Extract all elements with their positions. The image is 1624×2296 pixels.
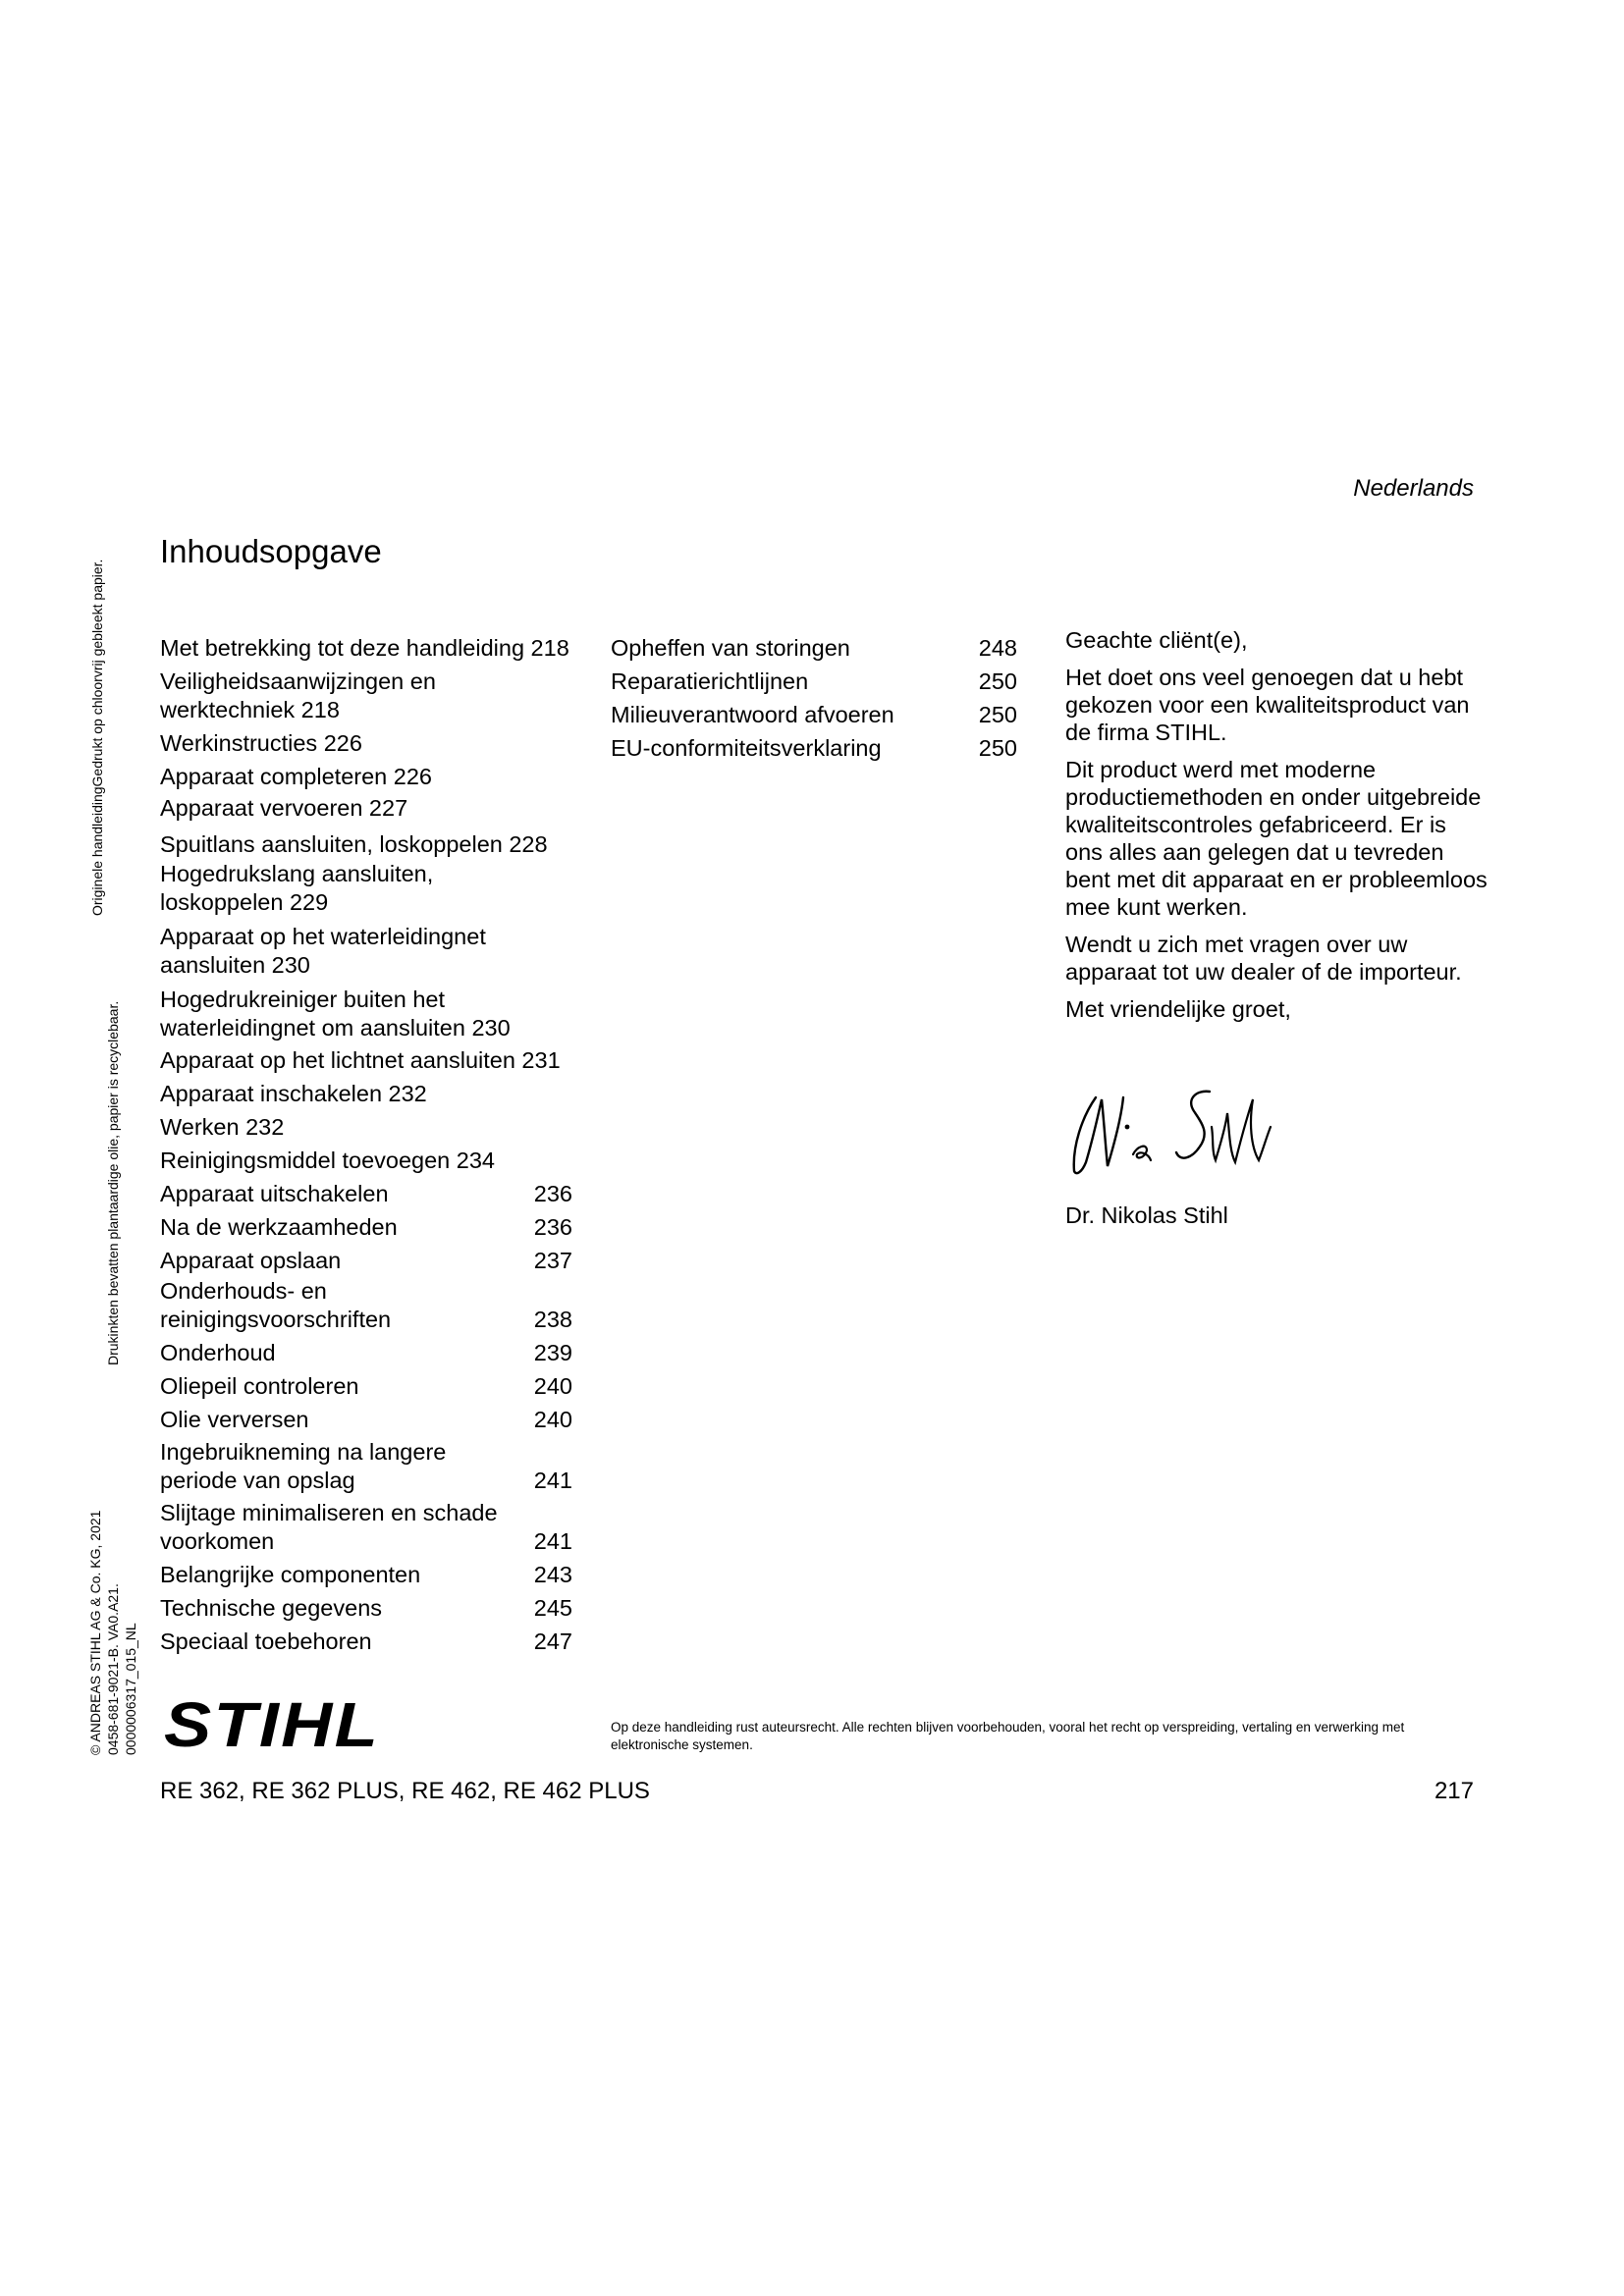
toc-entry-text: Na de werkzaamheden: [160, 1214, 398, 1240]
toc-entry-text: Werken 232: [160, 1114, 285, 1140]
stihl-logo: [160, 1693, 386, 1754]
toc-entry-text: Apparaat op het waterleidingnet aansluiten 230: [160, 924, 486, 978]
toc-entry[interactable]: [611, 734, 1023, 763]
toc-page-number: 248: [978, 635, 1017, 661]
toc-entry-text: Reinigingsmiddel toevoegen 234: [160, 1148, 495, 1173]
toc-entry-text: Hogedrukreiniger buiten het waterleidingnet om aansluiten 230: [160, 987, 511, 1041]
toc-entry-text: Speciaal toebehoren: [160, 1629, 372, 1654]
toc-entry[interactable]: [160, 860, 572, 917]
toc-page-number: 239: [533, 1340, 572, 1365]
toc-entry-text: Oliepeil controleren: [160, 1373, 359, 1399]
toc-entry[interactable]: [160, 1594, 572, 1623]
toc-entry-text: Opheffen van storingen: [611, 635, 850, 661]
toc-entry-text: Reparatierichtlijnen: [611, 668, 809, 694]
toc-entry[interactable]: [160, 1080, 572, 1108]
toc-entry-text: Slijtage minimaliseren en schade voorkomen: [160, 1500, 498, 1554]
letter-paragraph: Wendt u zich met vragen over uw apparaat tot uw dealer of de importeur.: [1065, 932, 1462, 985]
toc-entry[interactable]: [160, 1561, 572, 1589]
page-number: 217: [1434, 1778, 1474, 1804]
toc-entry[interactable]: [160, 1247, 572, 1275]
toc-page-number: 250: [978, 735, 1017, 761]
toc-entry[interactable]: [160, 1339, 572, 1367]
toc-entry-text: Werkinstructies 226: [160, 730, 362, 756]
toc-entry-text: EU-conformiteitsverklaring: [611, 735, 882, 761]
toc-entry-text: Apparaat completeren 226: [160, 764, 432, 789]
page-title: Inhoudsopgave: [160, 533, 382, 569]
toc-page-number: 238: [533, 1307, 572, 1332]
sidebar-doc-number: 0458-681-9021-B. VA0.A21.: [105, 1583, 121, 1755]
toc-entry[interactable]: [160, 1147, 572, 1175]
toc-page-number: 241: [533, 1528, 572, 1554]
toc-entry[interactable]: [160, 1277, 572, 1334]
toc-page-number: 236: [533, 1214, 572, 1240]
toc-entry[interactable]: [160, 634, 572, 663]
toc-entry-text: Apparaat inschakelen 232: [160, 1081, 427, 1106]
sidebar-ink-note: Drukinkten bevatten plantaardige olie, papier is recyclebaar.: [105, 1000, 121, 1365]
signer-name: Dr. Nikolas Stihl: [1065, 1202, 1228, 1228]
toc-page-number: 237: [533, 1248, 572, 1273]
toc-entry-text: Milieuverantwoord afvoeren: [611, 702, 894, 727]
toc-entry-text: Apparaat vervoeren 227: [160, 795, 408, 821]
letter-paragraph: Dit product werd met moderne productiemethoden en onder uitgebreide kwaliteitscontroles gefabriceerd. Er is ons alles aan gelegen dat u tevreden bent met dit apparaat en er probleemloos mee kunt werken.: [1065, 757, 1488, 920]
toc-entry[interactable]: [160, 794, 572, 823]
toc-column-1: [160, 0, 582, 2296]
toc-entry[interactable]: [160, 1406, 572, 1434]
welcome-letter: [1065, 626, 1488, 1033]
toc-page-number: 247: [533, 1629, 572, 1654]
toc-entry[interactable]: [160, 1628, 572, 1656]
toc-page-number: 240: [533, 1407, 572, 1432]
language-label: Nederlands: [1353, 475, 1474, 502]
toc-entry-text: Veiligheidsaanwijzingen en werktechniek 218: [160, 668, 436, 722]
sidebar-doc-code: 0000006317_015_NL: [123, 1623, 138, 1755]
toc-entry[interactable]: [160, 763, 572, 791]
toc-entry[interactable]: [160, 1213, 572, 1242]
toc-entry-text: Olie verversen: [160, 1407, 309, 1432]
toc-entry-text: Met betrekking tot deze handleiding 218: [160, 635, 569, 661]
toc-entry-text: Apparaat opslaan: [160, 1248, 342, 1273]
toc-entry[interactable]: [611, 634, 1023, 663]
toc-column-2: [611, 0, 1023, 2296]
letter-paragraph: Het doet ons veel genoegen dat u hebt gekozen voor een kwaliteitsproduct van de firma STIHL.: [1065, 665, 1470, 745]
letter-greeting: Geachte cliënt(e),: [1065, 627, 1248, 653]
toc-entry[interactable]: [160, 1180, 572, 1208]
toc-entry[interactable]: [160, 923, 572, 980]
toc-page-number: 240: [533, 1373, 572, 1399]
toc-entry[interactable]: [160, 1046, 572, 1075]
toc-entry[interactable]: [160, 667, 572, 724]
signature-image: [1062, 1078, 1278, 1186]
toc-page-number: 236: [533, 1181, 572, 1206]
toc-entry-text: Ingebruikneming na langere periode van opslag: [160, 1439, 447, 1493]
toc-entry[interactable]: [160, 729, 572, 758]
toc-entry-text: Hogedrukslang aansluiten, loskoppelen 229: [160, 861, 434, 915]
toc-page-number: 250: [978, 702, 1017, 727]
toc-entry[interactable]: [160, 1372, 572, 1401]
toc-entry-text: Apparaat op het lichtnet aansluiten 231: [160, 1047, 561, 1073]
toc-entry[interactable]: [160, 830, 572, 859]
toc-page-number: 245: [533, 1595, 572, 1621]
toc-entry[interactable]: [160, 1499, 572, 1556]
toc-entry[interactable]: [160, 986, 572, 1042]
toc-entry-text: Belangrijke componenten: [160, 1562, 421, 1587]
toc-entry-text: Technische gegevens: [160, 1595, 383, 1621]
toc-entry[interactable]: [160, 1438, 572, 1495]
toc-entry-text: Spuitlans aansluiten, loskoppelen 228: [160, 831, 548, 857]
sidebar-print-note: Originele handleidingGedrukt op chloorvrij gebleekt papier.: [89, 559, 105, 916]
toc-entry-text: Onderhouds- en reinigingsvoorschriften: [160, 1278, 392, 1332]
sidebar-copyright: © ANDREAS STIHL AG & Co. KG, 2021: [87, 1510, 103, 1755]
toc-entry-text: Onderhoud: [160, 1340, 276, 1365]
toc-entry[interactable]: [160, 1113, 572, 1142]
toc-entry-text: Apparaat uitschakelen: [160, 1181, 389, 1206]
letter-closing: Met vriendelijke groet,: [1065, 996, 1291, 1022]
toc-entry[interactable]: [611, 701, 1023, 729]
copyright-notice: Op deze handleiding rust auteursrecht. Alle rechten blijven voorbehouden, vooral het recht op verspreiding, vertaling en verwerking met elektronische systemen.: [611, 1720, 1405, 1752]
logo-text: STIHL: [164, 1693, 380, 1754]
toc-page-number: 250: [978, 668, 1017, 694]
footer-model-list: RE 362, RE 362 PLUS, RE 462, RE 462 PLUS: [160, 1778, 650, 1804]
toc-page-number: 241: [533, 1468, 572, 1493]
toc-entry[interactable]: [611, 667, 1023, 696]
toc-page-number: 243: [533, 1562, 572, 1587]
